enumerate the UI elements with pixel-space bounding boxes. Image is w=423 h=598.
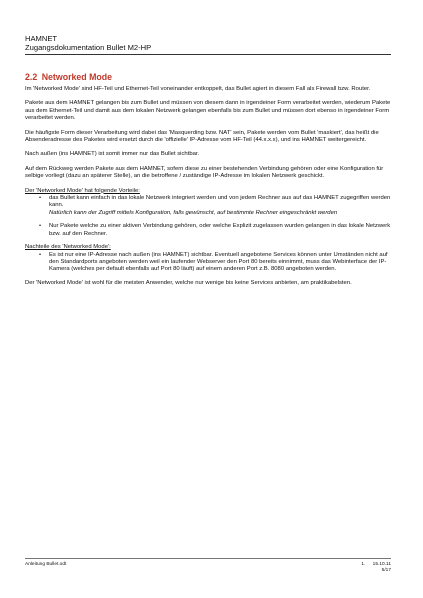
bullet-icon: •: [39, 223, 42, 230]
footer-page-number: 5/17: [381, 568, 391, 573]
advantage-item-2-text: Nur Pakete welche zu einer aktiven Verbindung gehören, oder welche Explizit zugelassen wurden gelangen in das lokale Netzwerk bzw. auf den Rechner.: [49, 223, 391, 237]
paragraph-return-path: Auf dem Rückweg werden Pakete aus dem HAMNET, sofern diese zu einer bestehenden Verbindung gehören oder eine Konfiguration für selbige vorliegt (dazu an späterer Stelle), an die betroffene / zuständige IP-Adresse im lokalen Netzwerk geschickt.: [25, 165, 384, 180]
disadvantages-heading: Nachteile des 'Networked Mode':: [25, 244, 111, 251]
section-number: 2.2: [25, 72, 38, 82]
section-heading: [25, 72, 391, 82]
header-title: HAMNET: [25, 34, 58, 43]
main-content: [25, 72, 391, 294]
paragraph-visibility: Nach außen (ins HAMNET) ist somit immer nur das Bullet sichtbar.: [25, 151, 200, 158]
header-rule: [25, 54, 391, 55]
page-header: [25, 34, 151, 52]
bullet-icon: •: [39, 195, 42, 202]
section-title: Networked Mode: [41, 72, 113, 82]
paragraph-masquerading: Die häufigste Form dieser Verarbeitung wird dabei das 'Masquerding bzw. NAT' sein, Pakete werden vom Bullet 'maskiert', das heißt die Absenderadresse des Paketes wird ersetzt durch die 'offizielle' IP-Adresse vom HF-Teil (44.x.x.x), und ins HAMNET weitergereicht.: [25, 129, 379, 144]
advantages-heading: Der 'Networked Mode' hat folgende Vorteile:: [25, 187, 140, 194]
paragraph-conclusion: Der 'Networked Mode' ist wohl für die meisten Anwender, welche nur wenige bis keine Services anbieten, am praktikabelsten.: [25, 279, 352, 286]
advantage-item-1: [25, 195, 391, 217]
paragraph-intro: Im 'Networked Mode' sind HF-Teil und Ethernet-Teil voneinander entkoppelt, das Bullet agiert in diesem Fall als Firewall bzw. Router.: [25, 86, 371, 92]
footer-filename: Anleitung Bullet.odt: [25, 562, 67, 567]
header-subtitle: Zugangsdokumentation Bullet M2-HP: [25, 43, 152, 52]
footer-version: 1.: [361, 562, 366, 567]
bullet-icon: •: [39, 251, 42, 258]
advantage-item-2: [25, 223, 391, 238]
page-footer-info: [355, 562, 391, 574]
disadvantage-item-1: [25, 252, 391, 274]
advantage-item-1-note: Natürlich kann der Zugriff mittels Konfiguration, falls gewünscht, auf bestimmte Rechner eingeschränkt werden: [49, 209, 338, 216]
footer-rule: [25, 558, 391, 559]
paragraph-packets: Pakete aus dem HAMNET gelangen bis zum Bullet und müssen von diesem dann in irgendeiner Form verarbeitet werden, wiederum Pakete aus dem Ethernet-Teil und damit aus dem lokalen Netzwerk gelangen ebenfalls bis zum Bullet und müssen dort ebenso in irgendeiner Form verarbeitet werden.: [25, 100, 391, 122]
advantage-item-1-text: das Bullet kann einfach in das lokale Netzwerk integriert werden und von jedem Rechner aus auf das HAMNET zugegriffen werden kann.: [49, 195, 391, 209]
disadvantage-item-1-text: Es ist nur eine IP-Adresse nach außen (ins HAMNET) sichtbar. Eventuell angebotene Services können unter Umständen nicht auf den Standardports angeboten werden weil ein laufender Webserver den Port 80 bereits einnimmt, muss das Webinterface der IP-Kamera (welches per default ebenfalls auf Port 80 läuft) auf einem anderen Port z.B. 8080 angeboten werden.: [49, 251, 388, 273]
footer-date: 15.10.11: [372, 562, 391, 567]
